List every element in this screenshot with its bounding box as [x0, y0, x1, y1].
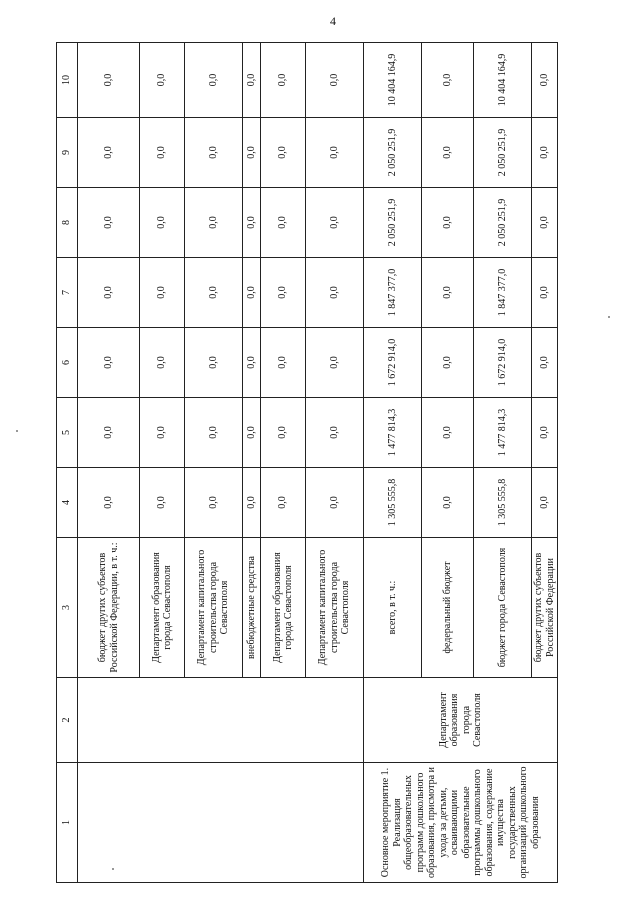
scan-speck — [112, 868, 114, 870]
value-cell: 1 305 555,8 — [474, 468, 532, 538]
value-cell: 0,0 — [422, 468, 474, 538]
funding-source: бюджет города Севастополя — [474, 538, 532, 678]
executor-cell-continued — [78, 678, 364, 763]
value-cell: 0,0 — [422, 328, 474, 398]
value-cell: 0,0 — [532, 258, 558, 328]
value-cell: 0,0 — [261, 258, 306, 328]
value-cell: 0,0 — [185, 118, 243, 188]
value-cell: 0,0 — [422, 43, 474, 118]
value-cell: 0,0 — [306, 468, 364, 538]
value-cell: 1 477 814,3 — [474, 398, 532, 468]
value-cell: 0,0 — [306, 258, 364, 328]
activity-executor: Департамент образования города Севастополя — [364, 678, 558, 763]
value-cell: 2 050 251,9 — [364, 188, 422, 258]
value-cell: 1 672 914,0 — [364, 328, 422, 398]
value-cell: 10 404 164,9 — [474, 43, 532, 118]
value-cell: 10 404 164,9 — [364, 43, 422, 118]
funding-source: Департамент образования города Севастополя — [140, 538, 185, 678]
value-cell: 1 847 377,0 — [364, 258, 422, 328]
header-cell: 1 — [57, 763, 78, 883]
value-cell: 0,0 — [140, 398, 185, 468]
value-cell: 2 050 251,9 — [474, 188, 532, 258]
header-row — [57, 43, 78, 883]
value-cell: 0,0 — [422, 188, 474, 258]
header-cell: 6 — [57, 328, 78, 398]
value-cell: 0,0 — [306, 328, 364, 398]
value-cell: 0,0 — [261, 118, 306, 188]
value-cell: 0,0 — [261, 468, 306, 538]
value-cell: 0,0 — [422, 398, 474, 468]
funding-source: Департамент образования города Севастополя — [261, 538, 306, 678]
value-cell: 0,0 — [78, 328, 140, 398]
header-cell: 7 — [57, 258, 78, 328]
value-cell: 0,0 — [243, 398, 261, 468]
value-cell: 0,0 — [532, 118, 558, 188]
scan-speck — [16, 430, 18, 432]
header-cell: 3 — [57, 538, 78, 678]
value-cell: 0,0 — [243, 328, 261, 398]
value-cell: 0,0 — [78, 258, 140, 328]
page-number: 4 — [330, 14, 336, 28]
value-cell: 0,0 — [532, 43, 558, 118]
value-cell: 0,0 — [78, 118, 140, 188]
value-cell: 0,0 — [532, 328, 558, 398]
funding-source: Департамент капитального строительства города Севастополя — [185, 538, 243, 678]
funding-source: бюджет других субъектов Российской Федерации, в т. ч.: — [78, 538, 140, 678]
value-cell: 0,0 — [78, 188, 140, 258]
funding-source: бюджет других субъектов Российской Федерации — [532, 538, 558, 678]
value-cell: 0,0 — [140, 328, 185, 398]
header-cell: 4 — [57, 468, 78, 538]
value-cell: 1 672 914,0 — [474, 328, 532, 398]
value-cell: 0,0 — [532, 398, 558, 468]
funding-source: всего, в т. ч.: — [364, 538, 422, 678]
value-cell: 0,0 — [185, 43, 243, 118]
value-cell: 0,0 — [243, 258, 261, 328]
value-cell: 0,0 — [243, 43, 261, 118]
value-cell: 0,0 — [532, 468, 558, 538]
value-cell: 1 305 555,8 — [364, 468, 422, 538]
value-cell: 0,0 — [185, 328, 243, 398]
value-cell: 0,0 — [140, 468, 185, 538]
scan-speck — [608, 316, 610, 318]
activity-cell-continued — [78, 763, 364, 883]
value-cell: 0,0 — [140, 43, 185, 118]
table-row — [364, 43, 422, 883]
header-cell: 10 — [57, 43, 78, 118]
value-cell: 0,0 — [306, 188, 364, 258]
value-cell: 0,0 — [140, 188, 185, 258]
value-cell: 0,0 — [261, 328, 306, 398]
value-cell: 0,0 — [532, 188, 558, 258]
value-cell: 0,0 — [243, 118, 261, 188]
value-cell: 0,0 — [306, 398, 364, 468]
funding-source: Департамент капитального строительства города Севастополя — [306, 538, 364, 678]
value-cell: 0,0 — [78, 43, 140, 118]
value-cell: 0,0 — [78, 398, 140, 468]
value-cell: 0,0 — [261, 188, 306, 258]
funding-source: внебюджетные средства — [243, 538, 261, 678]
table-row — [78, 43, 140, 883]
value-cell: 0,0 — [243, 468, 261, 538]
value-cell: 0,0 — [185, 188, 243, 258]
value-cell: 0,0 — [185, 258, 243, 328]
value-cell: 0,0 — [78, 468, 140, 538]
value-cell: 2 050 251,9 — [474, 118, 532, 188]
value-cell: 0,0 — [185, 398, 243, 468]
value-cell: 0,0 — [185, 468, 243, 538]
header-cell: 2 — [57, 678, 78, 763]
value-cell: 0,0 — [243, 188, 261, 258]
header-cell: 9 — [57, 118, 78, 188]
value-cell: 0,0 — [306, 118, 364, 188]
value-cell: 2 050 251,9 — [364, 118, 422, 188]
activity-description: Основное мероприятие 1. Реализация общеобразовательных программ дошкольного образования, присмотра и ухода за детьми, осваивающими образовательные программы дошкольного образования, содержание имущества государственных организаций дошкольного образования — [364, 763, 558, 883]
value-cell: 0,0 — [261, 43, 306, 118]
value-cell: 0,0 — [422, 118, 474, 188]
value-cell: 0,0 — [140, 118, 185, 188]
header-cell: 5 — [57, 398, 78, 468]
value-cell: 0,0 — [140, 258, 185, 328]
value-cell: 0,0 — [306, 43, 364, 118]
value-cell: 1 847 377,0 — [474, 258, 532, 328]
value-cell: 0,0 — [261, 398, 306, 468]
header-cell: 8 — [57, 188, 78, 258]
funding-source: федеральный бюджет — [422, 538, 474, 678]
value-cell: 0,0 — [422, 258, 474, 328]
funding-table — [56, 42, 558, 883]
value-cell: 1 477 814,3 — [364, 398, 422, 468]
rotated-table-wrapper — [56, 43, 556, 883]
